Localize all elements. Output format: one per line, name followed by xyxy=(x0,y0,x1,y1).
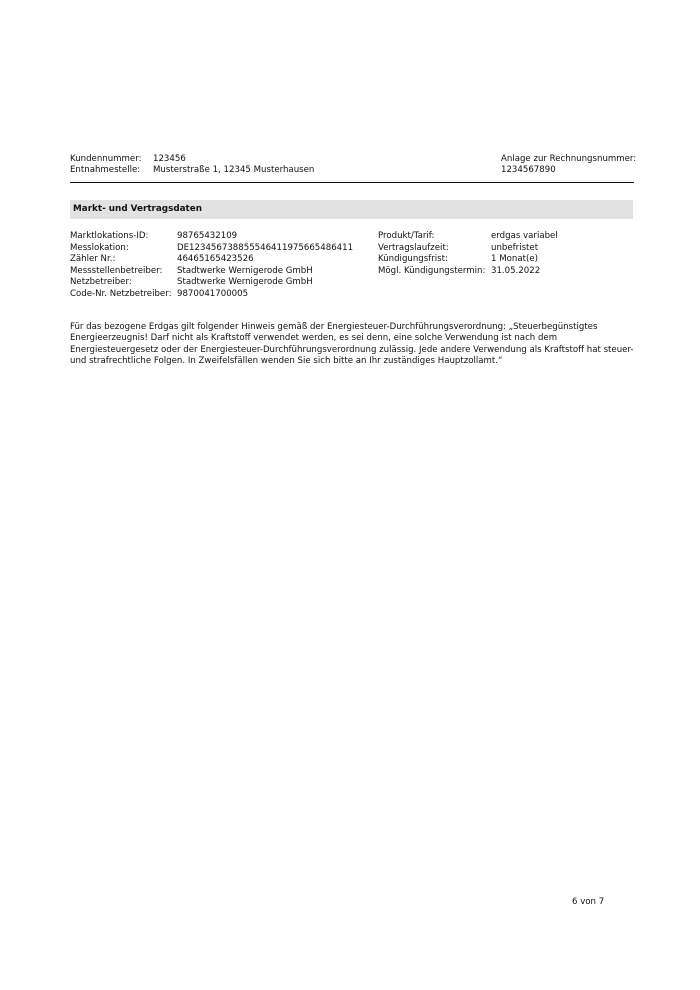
header-divider xyxy=(70,182,634,183)
network-operator-code-label: Code-Nr. Netzbetreiber: xyxy=(70,288,172,299)
metering-location-value: DE12345673885554641197566548641​1 xyxy=(177,242,354,253)
customer-number-label: Kundennummer: xyxy=(70,154,142,164)
customer-number-value: 123456 xyxy=(153,154,186,164)
network-operator-code-value: 9870041700005 xyxy=(177,288,249,299)
section-title: Markt- und Vertragsdaten xyxy=(73,204,202,214)
notice-line: Für das bezogene Erdgas gilt folgender Hinweis gemäß der Energiesteuer-Durchführungsverordnung: „Steuerbegünstigtes xyxy=(70,322,598,332)
product-tariff-row xyxy=(378,231,558,243)
energy-tax-notice xyxy=(70,322,640,368)
customer-info xyxy=(70,154,314,177)
termination-date-label: Mögl. Kündigungstermin: xyxy=(378,265,486,276)
notice-period-row xyxy=(378,254,558,266)
network-operator-label: Netzbetreiber: xyxy=(70,277,132,287)
customer-number-row xyxy=(70,154,314,165)
market-location-row xyxy=(70,231,353,243)
notice-line: Energieerzeugnis! Darf nicht als Kraftstoff verwendet werden, es sei denn, eine solche Verwendung ist nach dem xyxy=(70,333,558,344)
invoice-reference-label: Anlage zur Rechnungsnummer: xyxy=(501,154,637,164)
market-data-list xyxy=(70,231,353,300)
notice-line: und strafrechtliche Folgen. In Zweifelsfällen wenden Sie sich bitte an Ihr zuständiges Hauptzollamt.“ xyxy=(70,356,503,367)
product-tariff-value: erdgas variabel xyxy=(491,231,558,241)
section-header xyxy=(70,200,633,219)
contract-data-list xyxy=(378,231,558,277)
page-number: 6 von 7 xyxy=(572,897,605,907)
delivery-point-row xyxy=(70,165,314,176)
contract-term-row xyxy=(378,243,558,255)
network-operator-row xyxy=(70,277,353,289)
metering-operator-row xyxy=(70,266,353,278)
termination-date-row xyxy=(378,266,558,278)
notice-period-label: Kündigungsfrist: xyxy=(378,254,448,264)
market-location-label: Marktlokations-ID: xyxy=(70,231,149,241)
metering-operator-label: Messstellenbetreiber: xyxy=(70,265,163,276)
meter-number-label: Zähler Nr.: xyxy=(70,254,116,264)
notice-period-value: 1 Monat(e) xyxy=(491,254,538,264)
metering-operator-value: Stadtwerke Wernigerode GmbH xyxy=(177,265,313,276)
network-operator-value: Stadtwerke Wernigerode GmbH xyxy=(177,277,313,287)
metering-location-row xyxy=(70,243,353,255)
delivery-point-label: Entnahmestelle: xyxy=(70,165,141,176)
market-location-value: 98765432109 xyxy=(177,231,238,241)
invoice-reference xyxy=(501,154,636,177)
product-tariff-label: Produkt/Tarif: xyxy=(378,231,435,241)
invoice-number-value: 1234567890 xyxy=(501,165,556,176)
contract-term-label: Vertragslaufzeit: xyxy=(378,242,449,253)
contract-term-value: unbefristet xyxy=(491,242,539,253)
termination-date-value: 31.05.2022 xyxy=(491,265,541,276)
network-operator-code-row xyxy=(70,289,353,301)
meter-number-value: 46465165423526 xyxy=(177,254,254,264)
meter-number-row xyxy=(70,254,353,266)
metering-location-label: Messlokation: xyxy=(70,242,129,253)
notice-line: Energiesteuergesetz oder der Energiesteuer-Durchführungsverordnung zulässig. Jede andere Verwendung als Kraftstoff hat steuer- xyxy=(70,344,634,355)
delivery-point-value: Musterstraße 1, 12345 Musterhausen xyxy=(153,165,315,176)
